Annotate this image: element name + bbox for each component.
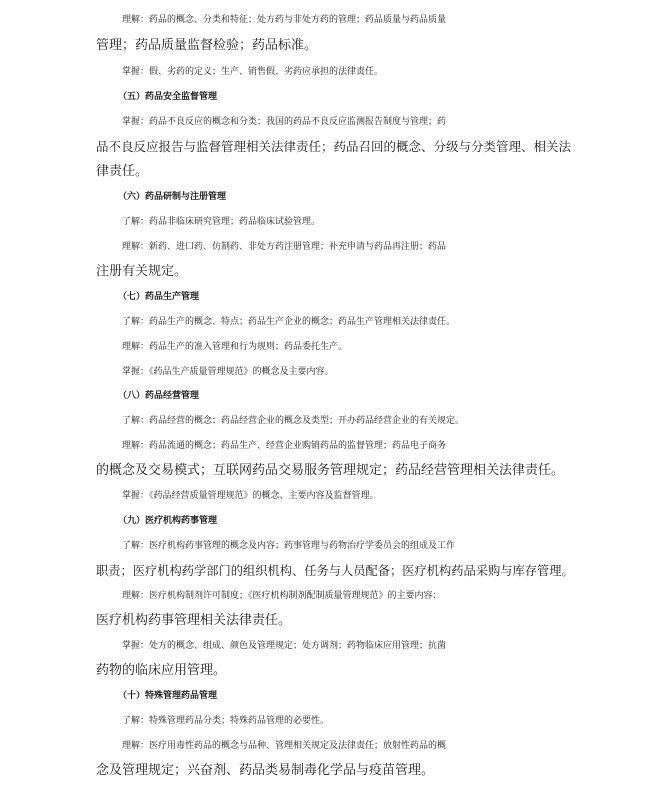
paragraph-line: 医疗机构药事管理相关法律责任。 <box>96 613 292 628</box>
paragraph-line: 了解：药品经营的概念；药品经营企业的概念及类型；开办药品经营企业的有关规定。 <box>122 416 465 426</box>
paragraph-line: 管理；药品质量监督检验；药品标准。 <box>96 38 318 53</box>
paragraph-line: 理解：医疗机构制剂许可制度；《医疗机构制剂配制质量管理规范》的主要内容； <box>122 591 442 601</box>
section-heading: （八）药品经营管理 <box>118 391 200 401</box>
paragraph-line: 职责；医疗机构药学部门的组织机构、任务与人员配备；医疗机构药品采购与库存管理。 <box>96 564 574 578</box>
paragraph-line: 念及管理规定；兴奋剂、药品类易制毒化学品与疫苗管理。 <box>96 763 435 778</box>
paragraph-line: 理解：药品的概念、分类和特征；处方药与非处方药的管理；药品质量与药品质量 <box>122 15 447 25</box>
paragraph-line: 了解：药品非临床研究管理；药品临床试验管理。 <box>122 217 321 227</box>
section-heading: （六）药品研制与注册管理 <box>118 192 227 202</box>
paragraph-line: 的概念及交易模式；互联网药品交易服务管理规定；药品经营管理相关法律责任。 <box>96 463 565 478</box>
paragraph-line: 理解：新药、进口药、仿制药、非处方药注册管理；补充申请与药品再注册；药品 <box>122 242 447 252</box>
paragraph-line: 掌握：《药品经营质量管理规范》的概念、主要内容及监督管理。 <box>122 491 379 501</box>
paragraph-line: 掌握：假、劣药的定义；生产、销售假、劣药应承担的法律责任。 <box>122 67 384 77</box>
paragraph-line: 了解：药品生产的概念、特点；药品生产企业的概念；药品生产管理相关法律责任。 <box>122 317 456 327</box>
paragraph-line: 掌握：药品不良反应的概念和分类；我国的药品不良反应监测报告制度与管理；药 <box>122 117 447 127</box>
section-heading: （九）医疗机构药事管理 <box>118 516 218 526</box>
paragraph-line: 药物的临床应用管理。 <box>96 663 227 678</box>
paragraph-line: 理解：药品流通的概念；药品生产、经营企业购销药品的监督管理；药品电子商务 <box>122 441 447 451</box>
section-heading: （七）药品生产管理 <box>118 292 200 302</box>
paragraph-line: 了解：医疗机构药事管理的概念及内容；药事管理与药物治疗学委员会的组成及工作 <box>122 541 456 551</box>
section-heading: （五）药品安全监督管理 <box>118 92 218 102</box>
paragraph-line: 理解：药品生产的准入管理和行为规则；药品委托生产。 <box>122 342 348 352</box>
paragraph-line: 品不良反应报告与监督管理相关法律责任；药品召回的概念、分级与分类管理、相关法 <box>96 139 572 154</box>
paragraph-line: 注册有关规定。 <box>96 264 188 279</box>
paragraph-line: 掌握：处方的概念、组成、颜色及管理规定；处方调剂；药物临床应用管理；抗菌 <box>122 641 447 651</box>
paragraph-line: 掌握：《药品生产质量管理规范》的概念及主要内容。 <box>122 367 334 377</box>
paragraph-line: 了解：特殊管理药品分类；特殊药品管理的必要性。 <box>122 716 330 726</box>
paragraph-line: 律责任。 <box>96 164 149 179</box>
section-heading: （十）特殊管理药品管理 <box>118 691 218 701</box>
paragraph-line: 理解：医疗用毒性药品的概念与品种、管理相关规定及法律责任；放射性药品的概 <box>122 741 447 751</box>
